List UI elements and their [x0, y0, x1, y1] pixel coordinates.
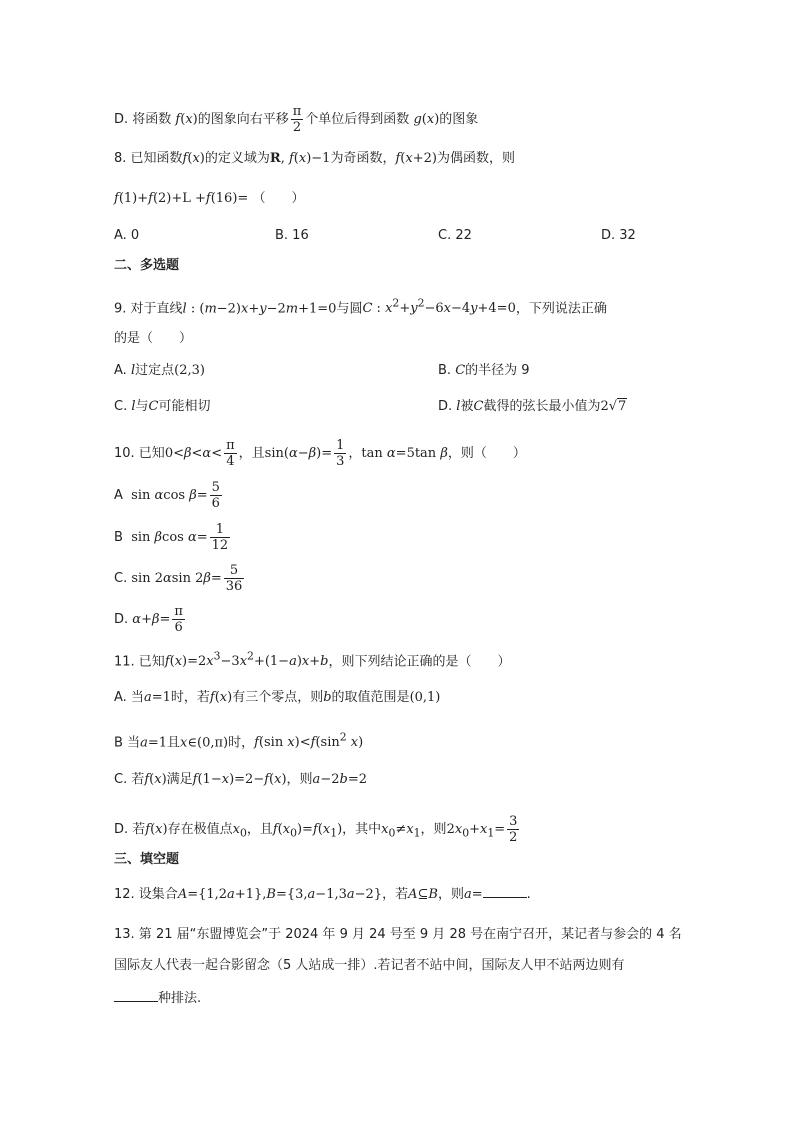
q11-stem: 11. 已知$f(x)=2x^3-3x^2+(1-a)x+b$，则下列结论正确的是（ ）	[114, 650, 511, 670]
q10-option-a: A sin αcos β= $\frac{5}{6}$	[114, 480, 220, 511]
q9-option-d: D. l被C截得的弦长最小值为2√7	[438, 399, 627, 414]
q7-option-d: D. 将函数 f(x)的图象向右平移 $\frac{\pi}{2}$ 个单位后得到函数 g(x)的图象	[114, 104, 479, 135]
q8-option-a: A. 0	[114, 228, 140, 243]
q13-line1: 13. 第 21 届“东盟博览会”于 2024 年 9 月 24 号至 9 月 28 号在南宁召开，某记者与参会的 4 名	[114, 927, 682, 942]
q10-option-d: D. α+β= $\frac{\pi}{6}$	[114, 604, 183, 635]
answer-blank[interactable]	[114, 1001, 158, 1002]
q11-option-d: D. 若f(x)存在极值点$x_0$，且$f(x_0)=f(x_1)$，其中$x_0\ne x_1$，则$2x_0+x_1=$ $\frac{3}{2}$	[114, 814, 518, 845]
q12-stem: 12. 设集合A={1,2a+1},B={3,a−1,3a−2}，若A⊆B，则a= .	[114, 887, 531, 902]
q9-option-a: A. l过定点(2,3)	[114, 363, 205, 378]
q10-stem: 10. 已知0<β<α< $\frac{\pi}{4}$ ，且sin(α−β)= $\frac{1}{3}$ ，tan α=5tan β，则（ ）	[114, 438, 526, 469]
q8-option-c: C. 22	[438, 228, 472, 243]
q9-stem-line2: 的是（ ）	[114, 331, 193, 346]
section-2-heading: 二、多选题	[114, 258, 180, 273]
q8-stem: 8. 已知函数f(x)的定义域为R, f(x)−1为奇函数，f(x+2)为偶函数，则	[114, 151, 515, 166]
q10-option-c: C. sin 2αsin 2β= $\frac{5}{36}$	[114, 563, 243, 594]
q11-option-a: A. 当a=1时，若f(x)有三个零点，则b的取值范围是(0,1)	[114, 690, 441, 705]
q10-option-b: B sin βcos α= $\frac{1}{12}$	[114, 522, 229, 553]
q11-option-b: B 当a=1且x∈(0,π)时，f(sin $x)<f(\sin^2$ x)	[114, 731, 364, 751]
q9-option-c: C. l与C可能相切	[114, 399, 211, 414]
q13-line3: 种排法.	[114, 990, 201, 1008]
section-3-heading: 三、填空题	[114, 852, 180, 867]
fraction-pi-over-2: $\frac{\pi}{2}$	[292, 104, 302, 135]
q8-expression: f(1)+f(2)+L +f(16)= （ ）	[114, 191, 305, 206]
q9-stem: 9. 对于直线l : (m−2)x+y−2m+1=0与圆C : $x^2+y^2-6x-4y+4=0$，下列说法正确	[114, 297, 607, 317]
q8-option-b: B. 16	[275, 228, 309, 243]
q8-option-d: D. 32	[601, 228, 636, 243]
q11-option-c: C. 若f(x)满足f(1−x)=2−f(x)，则a−2b=2	[114, 772, 367, 787]
answer-blank[interactable]	[483, 897, 527, 898]
q9-option-b: B. C的半径为 9	[438, 363, 530, 378]
q13-line2: 国际友人代表一起合影留念（5 人站成一排）.若记者不站中间，国际友人甲不站两边则有	[114, 958, 625, 973]
